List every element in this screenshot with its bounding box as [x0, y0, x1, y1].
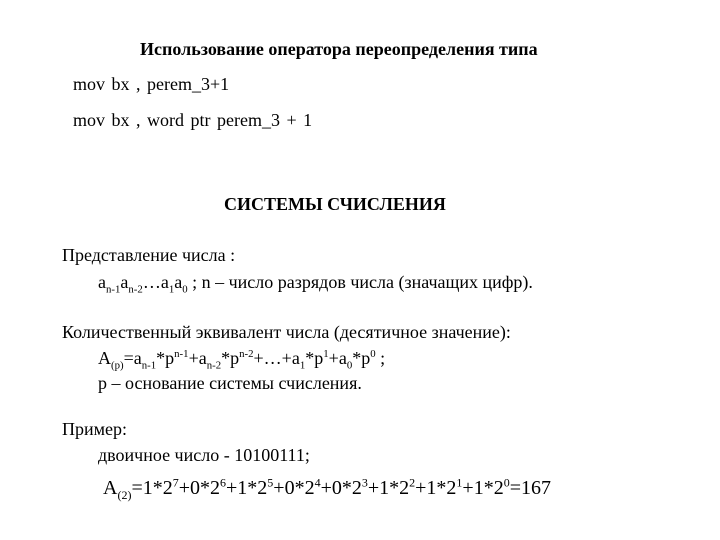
code-line-1: mov bx , perem_3+1	[73, 74, 230, 94]
example-label: Пример:	[62, 419, 128, 439]
representation-label: Представление числа :	[62, 245, 236, 265]
example-binary: двоичное число - 10100111;	[98, 445, 310, 465]
code-line-2: mov bx , word ptr perem_3 + 1	[73, 110, 313, 130]
page-heading: Использование оператора переопределения типа	[140, 39, 538, 59]
section-title: СИСТЕМЫ СЧИСЛЕНИЯ	[224, 194, 446, 214]
base-description: p – основание системы счисления.	[98, 373, 362, 393]
equivalent-label: Количественный эквивалент числа (десятичное значение):	[62, 322, 511, 342]
representation-formula: $a_{n-1}a_{n-2}\dots a_1a_0$ ; n – число разрядов числа (значащих цифр).	[98, 272, 533, 296]
equivalent-formula: $A_{(p)}=a_{n-1}*p^{n-1}+a_{n-2}*p^{n-2}+\dots+a_1*p^1+a_0*p^0$ ;	[98, 348, 386, 372]
example-formula: $A_{(2)}=1*2^7+0*2^6+1*2^5+0*2^4+0*2^3+1*2^2+1*2^1+1*2^0=167$	[103, 475, 551, 502]
